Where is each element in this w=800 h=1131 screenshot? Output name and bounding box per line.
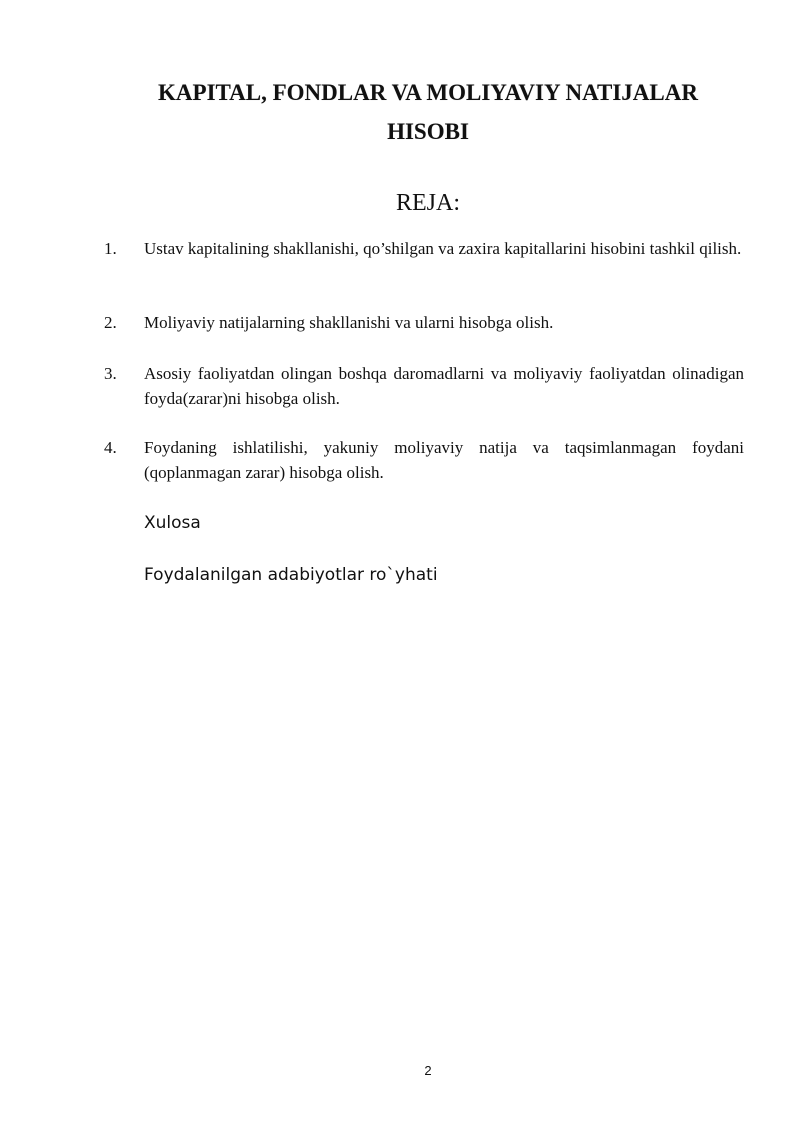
plan-item-number: 4. (104, 438, 117, 457)
plan-item-number: 2. (104, 313, 117, 332)
plan-item-text: Foydaning ishlatilishi, yakuniy moliyaviy natija va taqsimlanmagan foydani (qoplanmagan zarar) hisobga olish. (144, 438, 744, 482)
document-title-line-1: KAPITAL, FONDLAR VA MOLIYAVIY NATIJALAR (158, 80, 698, 105)
plan-heading: REJA: (395, 190, 460, 216)
plan-item-4 (104, 435, 744, 485)
page-number: 2 (424, 1063, 432, 1078)
plan-item-number: 1. (104, 239, 117, 258)
plan-item-number: 3. (104, 364, 117, 383)
plan-item-text: Asosiy faoliyatdan olingan boshqa daromadlarni va moliyaviy faoliyatdan olinadigan foyda(zarar)ni hisobga olish. (144, 364, 744, 408)
plan-item-text: Ustav kapitalining shakllanishi, qo’shilgan va zaxira kapitallarini hisobini tashkil qilish. (144, 239, 742, 258)
plan-item-2 (104, 310, 744, 335)
plan-item-text: Moliyaviy natijalarning shakllanishi va ularni hisobga olish. (144, 313, 554, 332)
plan-item-3 (104, 361, 744, 411)
document-title-line-2: HISOBI (387, 119, 469, 144)
plan-item-1 (104, 236, 744, 261)
references-label: Foydalanilgan adabiyotlar ro`yhati (144, 565, 438, 585)
conclusion-label: Xulosa (144, 513, 201, 533)
